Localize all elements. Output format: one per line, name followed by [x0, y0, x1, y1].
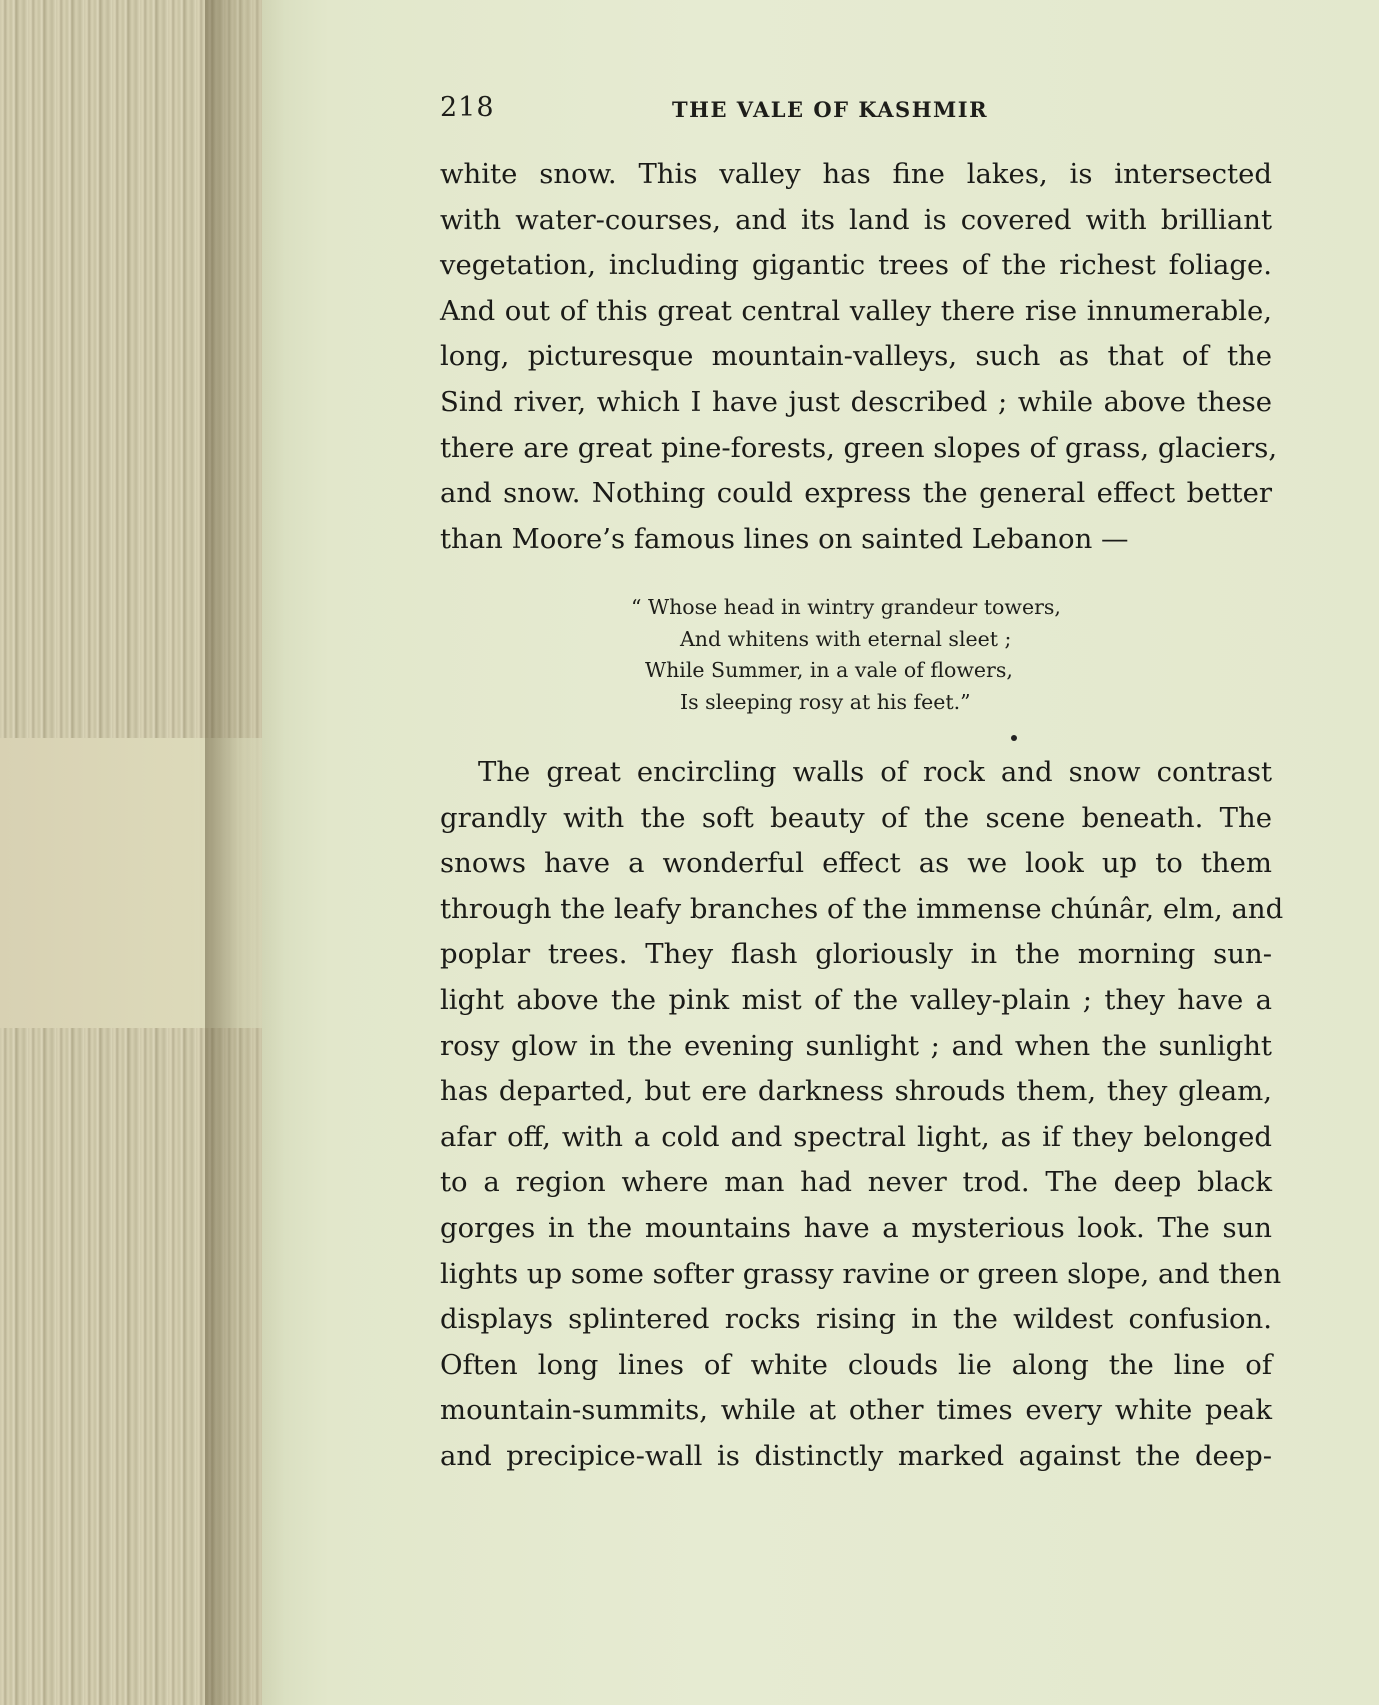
text-line: there are great pine-forests, green slopes of grass, glaciers, — [440, 431, 1278, 464]
text-line: snows have a wonderful effect as we look up to them — [440, 847, 1272, 880]
poem-line: Is sleeping rosy at his feet.” — [680, 689, 971, 714]
page-header — [440, 92, 1272, 132]
text-line: grandly with the soft beauty of the scene beneath. The — [440, 801, 1272, 834]
text-line: And out of this great central valley there rise innumerable, — [440, 294, 1272, 327]
text-line: mountain-summits, while at other times every white peak — [440, 1394, 1272, 1427]
text-line: gorges in the mountains have a mysterious look. The sun — [440, 1211, 1272, 1244]
text-line: and snow. Nothing could express the general effect better — [440, 477, 1272, 510]
text-line: poplar trees. They flash gloriously in the morning sun- — [440, 938, 1272, 971]
text-line: to a region where man had never trod. The deep black — [440, 1166, 1272, 1199]
page-number: 218 — [440, 92, 495, 123]
text-line: The great encircling walls of rock and snow contrast — [478, 756, 1272, 788]
text-line: rosy glow in the evening sunlight ; and when the sunlight — [440, 1029, 1272, 1062]
text-line: than Moore’s famous lines on sainted Lebanon — — [440, 522, 1129, 555]
text-line: light above the pink mist of the valley-plain ; they have a — [440, 983, 1272, 1016]
text-line: and precipice-wall is distinctly marked against the deep- — [440, 1439, 1272, 1472]
gutter-shadow — [205, 0, 285, 1705]
text-line: Often long lines of white clouds lie along the line of — [440, 1348, 1272, 1381]
text-line: white snow. This valley has fine lakes, is intersected — [440, 158, 1272, 190]
poem-line: “ Whose head in wintry grandeur towers, — [631, 595, 1061, 619]
text-line: has departed, but ere darkness shrouds them, they gleam, — [440, 1075, 1272, 1108]
paragraph-2 — [440, 750, 1284, 1480]
text-line: vegetation, including gigantic trees of the richest foliage. — [440, 249, 1272, 282]
text-line: through the leafy branches of the immense chúnâr, elm, and — [440, 892, 1284, 925]
text-line: long, picturesque mountain-valleys, such as that of the — [440, 340, 1272, 373]
text-line: with water-courses, and its land is covered with brilliant — [440, 203, 1272, 236]
poem-line: While Summer, in a vale of flowers, — [645, 658, 1013, 682]
running-head: THE VALE OF KASHMIR — [672, 97, 989, 122]
poem-line: And whitens with eternal sleet ; — [680, 626, 1012, 651]
paragraph-1 — [440, 152, 1278, 562]
text-line: displays splintered rocks rising in the wildest confusion. — [440, 1303, 1272, 1336]
poem-quotation — [631, 592, 1061, 718]
text-line: afar off, with a cold and spectral light, as if they belonged — [440, 1120, 1272, 1153]
text-line: Sind river, which I have just described ; while above these — [440, 385, 1272, 418]
ink-speck — [1011, 735, 1017, 741]
text-line: lights up some softer grassy ravine or green slope, and then — [440, 1257, 1282, 1290]
